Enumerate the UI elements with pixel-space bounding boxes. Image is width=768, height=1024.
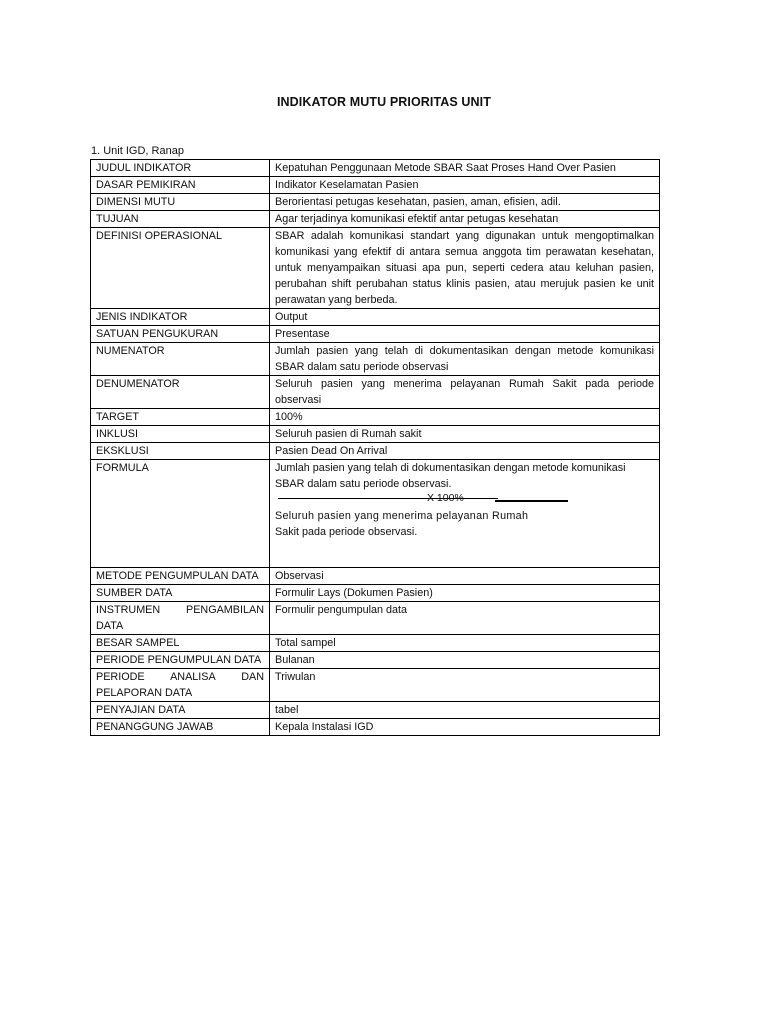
row-label: FORMULA [91,460,270,568]
section-heading: 1. Unit IGD, Ranap [91,145,184,157]
row-label: SUMBER DATA [91,585,270,602]
table-row [91,177,660,194]
formula-cell [270,460,660,568]
row-label: DENUMENATOR [91,376,270,409]
table-row [91,568,660,585]
table-row [91,228,660,309]
row-value: Seluruh pasien di Rumah sakit [270,426,660,443]
row-value: Bulanan [270,652,660,669]
row-value: Presentase [270,326,660,343]
row-label: INSTRUMEN PENGAMBILAN DATA [91,602,270,635]
table-row [91,669,660,702]
row-value: Observasi [270,568,660,585]
table-row [91,585,660,602]
row-value: Pasien Dead On Arrival [270,443,660,460]
table-row [91,702,660,719]
row-value: tabel [270,702,660,719]
row-value: Jumlah pasien yang telah di dokumentasikan dengan metode komunikasi SBAR dalam satu periode observasi [270,343,660,376]
table-row [91,652,660,669]
fraction-bar-thick [495,500,568,502]
row-value: Triwulan [270,669,660,702]
row-value: SBAR adalah komunikasi standart yang digunakan untuk mengoptimalkan komunikasi yang efektif di antara semua anggota tim perawatan kesehatan, untuk menyampaikan situasi apa pun, seperti cedera atau keluhan pasien, perubahan shift perubahan status klinis pasien, atau merujuk pasien ke unit perawatan yang berbeda. [270,228,660,309]
row-value: 100% [270,409,660,426]
table-row [91,194,660,211]
table-row [91,326,660,343]
table-row [91,409,660,426]
formula-denominator-line2: Sakit pada periode observasi. [275,526,418,538]
row-label: PERIODE PENGUMPULAN DATA [91,652,270,669]
row-label: NUMENATOR [91,343,270,376]
row-label: JENIS INDIKATOR [91,309,270,326]
row-value: Berorientasi petugas kesehatan, pasien, aman, efisien, adil. [270,194,660,211]
row-value: Kepatuhan Penggunaan Metode SBAR Saat Proses Hand Over Pasien [270,160,660,177]
table-row [91,343,660,376]
row-label: DASAR PEMIKIRAN [91,177,270,194]
row-label: PERIODE ANALISA DAN PELAPORAN DATA [91,669,270,702]
row-label: JUDUL INDIKATOR [91,160,270,177]
row-label: DIMENSI MUTU [91,194,270,211]
row-label: BESAR SAMPEL [91,635,270,652]
table-row-formula [91,460,660,568]
row-label: DEFINISI OPERASIONAL [91,228,270,309]
row-value: Kepala Instalasi IGD [270,719,660,736]
table-row [91,635,660,652]
row-label: PENYAJIAN DATA [91,702,270,719]
table-row [91,443,660,460]
table-row [91,719,660,736]
row-value: Output [270,309,660,326]
row-label: PENANGGUNG JAWAB [91,719,270,736]
row-value: Agar terjadinya komunikasi efektif antar petugas kesehatan [270,211,660,228]
formula-numerator: Jumlah pasien yang telah di dokumentasikan dengan metode komunikasi SBAR dalam satu periode observasi. [275,462,626,490]
table-row [91,426,660,443]
row-value: Formulir pengumpulan data [270,602,660,635]
table-row [91,309,660,326]
formula-multiplier: X 100% [427,492,464,504]
table-row [91,211,660,228]
table-row [91,602,660,635]
table-row [91,160,660,177]
row-value: Total sampel [270,635,660,652]
row-label: SATUAN PENGUKURAN [91,326,270,343]
row-value: Formulir Lays (Dokumen Pasien) [270,585,660,602]
row-label: TARGET [91,409,270,426]
page-title: INDIKATOR MUTU PRIORITAS UNIT [276,95,491,109]
fraction-bar [278,498,498,499]
row-label: INKLUSI [91,426,270,443]
row-value: Indikator Keselamatan Pasien [270,177,660,194]
fraction-line [275,493,654,505]
row-label: EKSKLUSI [91,443,270,460]
table-row [91,376,660,409]
formula-denominator-line1: Seluruh pasien yang menerima pelayanan Rumah [275,510,529,522]
row-label: TUJUAN [91,211,270,228]
row-label: METODE PENGUMPULAN DATA [91,568,270,585]
indicator-table [90,159,660,736]
row-value: Seluruh pasien yang menerima pelayanan Rumah Sakit pada periode observasi [270,376,660,409]
